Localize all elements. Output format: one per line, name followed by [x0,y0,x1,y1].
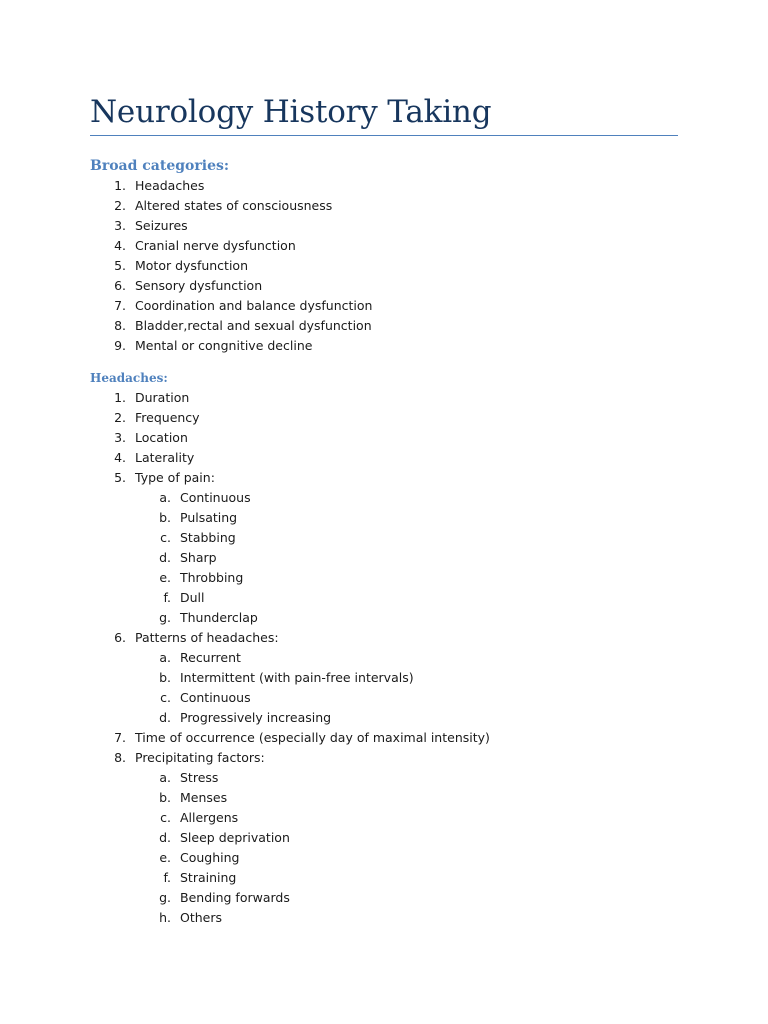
list-item [90,468,678,628]
list-text: Sleep deprivation [180,830,290,845]
sub-list [90,488,678,628]
sub-list-item [90,588,678,608]
list-item [90,408,678,428]
sub-list [90,768,678,928]
list-letter: b. [159,510,171,525]
list-number: 7. [114,298,126,313]
list-number: 9. [114,338,126,353]
list-number: 1. [114,390,126,405]
list-text: Sensory dysfunction [135,278,263,293]
list-letter: f. [163,590,171,605]
list-text: Throbbing [180,570,244,585]
list-text: Dull [180,590,205,605]
sub-list-item [90,488,678,508]
list-letter: e. [159,850,171,865]
list-text: Frequency [135,410,200,425]
list-number: 8. [114,750,126,765]
sub-list-item [90,688,678,708]
list-text: Seizures [135,218,188,233]
sub-list-item [90,868,678,888]
document-title: Neurology History Taking [90,92,678,136]
list-letter: c. [160,810,171,825]
sub-list-item [90,508,678,528]
list-text: Progressively increasing [180,710,332,725]
list-text: Menses [180,790,228,805]
list-letter: e. [159,570,171,585]
list-number: 5. [114,258,126,273]
list-letter: a. [159,650,171,665]
list-text: Allergens [180,810,239,825]
sub-list-item [90,808,678,828]
list-text: Intermittent (with pain-free intervals) [180,670,414,685]
section-heading: Broad categories: [90,158,230,174]
list-letter: b. [159,790,171,805]
list-number: 2. [114,410,126,425]
list-text: Motor dysfunction [135,258,249,273]
list-text: Duration [135,390,190,405]
numbered-list [90,388,678,928]
sub-list-item [90,768,678,788]
list-text: Stabbing [180,530,236,545]
list-letter: c. [160,690,171,705]
list-item [90,448,678,468]
list-letter: d. [159,710,171,725]
list-number: 4. [114,450,126,465]
list-text: Pulsating [180,510,238,525]
sub-list-item [90,828,678,848]
list-item [90,296,678,316]
list-number: 5. [114,470,126,485]
list-text: Recurrent [180,650,241,665]
list-number: 4. [114,238,126,253]
list-number: 6. [114,278,126,293]
list-text: Patterns of headaches: [135,630,279,645]
list-text: Continuous [180,490,251,505]
list-text: Time of occurrence (especially day of maximal intensity) [135,730,490,745]
list-text: Mental or congnitive decline [135,338,313,353]
list-text: Laterality [135,450,195,465]
list-text: Headaches [135,178,205,193]
list-letter: a. [159,490,171,505]
sub-list-item [90,568,678,588]
list-item [90,316,678,336]
list-text: Cranial nerve dysfunction [135,238,296,253]
list-text: Location [135,430,188,445]
list-item [90,388,678,408]
sub-list-item [90,708,678,728]
list-item [90,336,678,356]
list-number: 1. [114,178,126,193]
list-number: 2. [114,198,126,213]
list-text: Continuous [180,690,251,705]
list-letter: a. [159,770,171,785]
sub-list-item [90,848,678,868]
list-letter: d. [159,830,171,845]
list-item [90,216,678,236]
list-item [90,728,678,748]
sub-list-item [90,788,678,808]
list-number: 7. [114,730,126,745]
list-number: 3. [114,430,126,445]
sub-list-item [90,908,678,928]
list-text: Straining [180,870,237,885]
list-text: Precipitating factors: [135,750,265,765]
list-letter: g. [159,610,171,625]
list-letter: b. [159,670,171,685]
sub-list-item [90,548,678,568]
list-text: Type of pain: [135,470,215,485]
list-item [90,748,678,928]
list-number: 8. [114,318,126,333]
list-text: Altered states of consciousness [135,198,333,213]
list-number: 3. [114,218,126,233]
list-text: Stress [180,770,219,785]
numbered-list [90,176,678,356]
list-text: Bladder,rectal and sexual dysfunction [135,318,372,333]
list-letter: c. [160,530,171,545]
list-text: Coughing [180,850,240,865]
list-item [90,428,678,448]
section-broad-categories [90,156,678,356]
section-headaches [90,368,678,928]
sub-list [90,648,678,728]
sub-list-item [90,608,678,628]
list-text: Sharp [180,550,217,565]
sub-list-item [90,668,678,688]
list-text: Coordination and balance dysfunction [135,298,373,313]
list-letter: d. [159,550,171,565]
list-item [90,256,678,276]
list-item [90,196,678,216]
list-text: Thunderclap [180,610,258,625]
list-letter: g. [159,890,171,905]
list-letter: f. [163,870,171,885]
list-item [90,276,678,296]
sub-list-item [90,528,678,548]
list-number: 6. [114,630,126,645]
list-item [90,628,678,728]
list-letter: h. [159,910,171,925]
list-text: Bending forwards [180,890,290,905]
list-text: Others [180,910,223,925]
section-heading: Headaches: [90,371,168,385]
sub-list-item [90,888,678,908]
list-item [90,236,678,256]
sub-list-item [90,648,678,668]
list-item [90,176,678,196]
